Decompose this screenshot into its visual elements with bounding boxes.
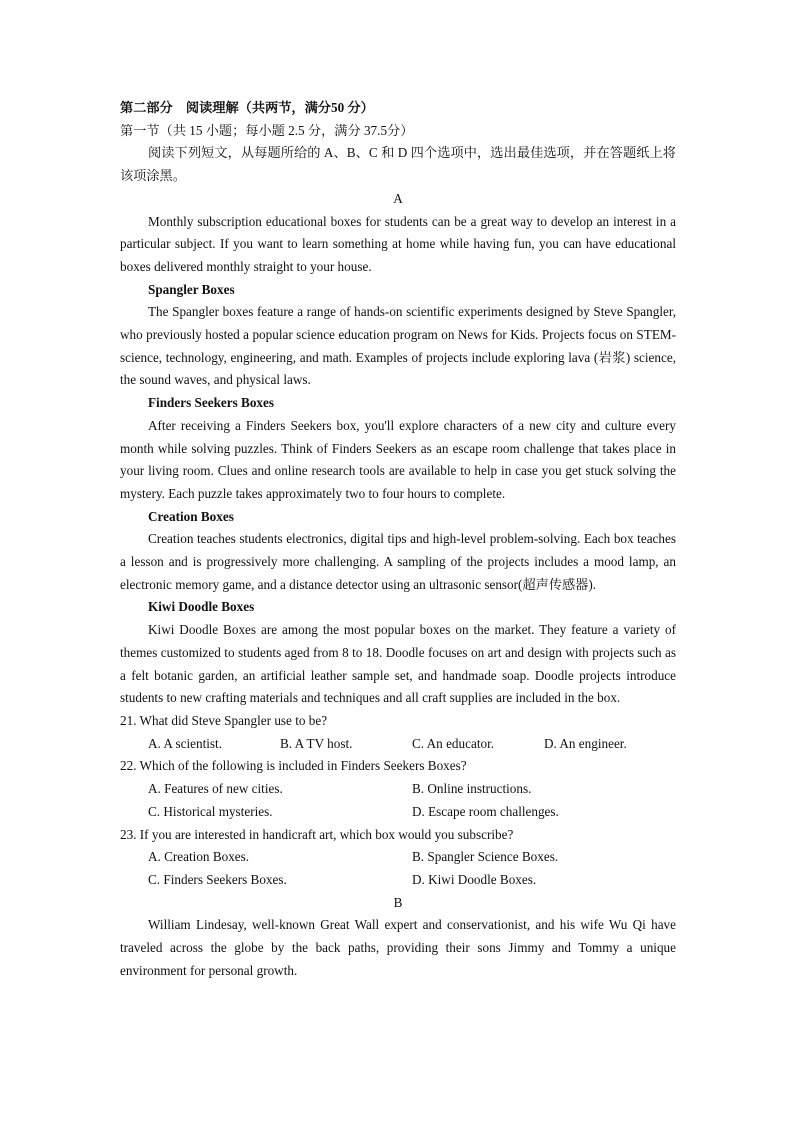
passage-b-intro: William Lindesay, well-known Great Wall expert and conservationist, and his wife Wu Qi have traveled across the globe by the back paths, providing their sons Jimmy and Tommy a unique environment for personal growth. (120, 917, 676, 978)
question-23-options-row2 (120, 869, 676, 892)
question-22-option-b: B. Online instructions. (412, 781, 532, 797)
question-23-option-c: C. Finders Seekers Boxes. (148, 871, 287, 887)
question-22-option-d: D. Escape room challenges. (412, 803, 559, 819)
question-21-option-a: A. A scientist. (148, 735, 222, 751)
question-21-stem: 21. What did Steve Spangler use to be? (120, 712, 328, 728)
question-21-option-d: D. An engineer. (544, 735, 627, 751)
question-22-options-row1 (120, 778, 676, 801)
question-23-options-row1 (120, 846, 676, 869)
passage-b-label: B (393, 894, 403, 910)
section-title: 第一节（共 15 小题；每小题 2.5 分，满分 37.5分） (120, 122, 414, 138)
passage-a-label: A (393, 190, 403, 206)
question-23-option-a: A. Creation Boxes. (148, 849, 250, 865)
question-22-option-a: A. Features of new cities. (148, 781, 283, 797)
question-21-option-b: B. A TV host. (280, 735, 353, 751)
question-22-stem: 22. Which of the following is included in Finders Seekers Boxes? (120, 758, 467, 774)
instructions: 阅读下列短文，从每题所给的 A、B、C 和 D 四个选项中，选出最佳选项，并在答题纸上将该项涂黑。 (120, 145, 676, 184)
section-heading-spangler: Spangler Boxes (148, 281, 235, 297)
question-23-option-d: D. Kiwi Doodle Boxes. (412, 871, 537, 887)
question-23-option-b: B. Spangler Science Boxes. (412, 849, 559, 865)
part-title: 第二部分 阅读理解（共两节，满分50 分） (120, 100, 374, 115)
section-heading-kiwi-doodle: Kiwi Doodle Boxes (148, 599, 255, 615)
section-heading-finders-seekers: Finders Seekers Boxes (148, 395, 275, 411)
section-body-creation: Creation teaches students electronics, digital tips and high-level problem-solving. Each box teaches a lesson and is progressively more challenging. A sampling of the projects includes a mood lamp, an electronic memory game, and a distance detector using an ultrasonic sensor(超声传感器). (120, 531, 676, 592)
exam-page (120, 97, 676, 982)
section-body-spangler: The Spangler boxes feature a range of hands-on scientific experiments designed by Steve Spangler, who previously hosted a popular science education program on News for Kids. Projects focus on STEM-science, technology, engineering, and math. Examples of projects include exploring lava (岩浆) science, the sound waves, and physical laws. (120, 304, 676, 388)
question-22-options-row2 (120, 801, 676, 824)
section-body-finders-seekers: After receiving a Finders Seekers box, you'll explore characters of a new city and culture every month while solving puzzles. Think of Finders Seekers as an escape room challenge that takes place in your living room. Clues and online research tools are available to help in case you get stuck solving the mystery. Each puzzle takes approximately two to four hours to complete. (120, 417, 676, 501)
question-21-options (120, 733, 676, 756)
section-heading-creation: Creation Boxes (148, 508, 234, 524)
section-body-kiwi-doodle: Kiwi Doodle Boxes are among the most popular boxes on the market. They feature a variety of themes customized to students aged from 8 to 18. Doodle focuses on art and design with projects such as a felt botanic garden, an artificial leather sample set, and handmade soap. Doodle projects introduce students to new crafting materials and techniques and all craft supplies are included in the box. (120, 622, 676, 706)
question-21-option-c: C. An educator. (412, 735, 495, 751)
question-22-option-c: C. Historical mysteries. (148, 803, 273, 819)
passage-a-intro: Monthly subscription educational boxes for students can be a great way to develop an interest in a particular subject. If you want to learn something at home while having fun, you can have educational boxes delivered monthly straight to your house. (120, 213, 676, 274)
question-23-stem: 23. If you are interested in handicraft art, which box would you subscribe? (120, 826, 514, 842)
